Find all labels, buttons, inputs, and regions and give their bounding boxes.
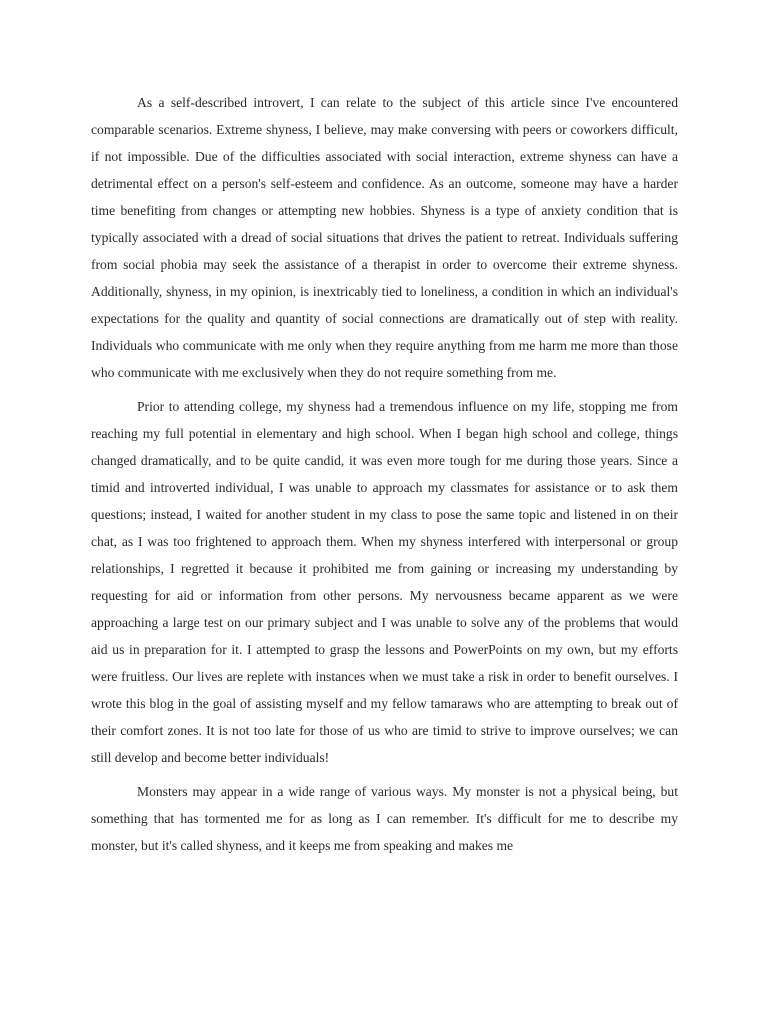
paragraph-introvert-shyness: As a self-described introvert, I can relate to the subject of this article since I've encountered comparable scenarios. Extreme shyness, I believe, may make conversing with peers or coworkers difficult, if not impossible. Due of the difficulties associated with social interaction, extreme shyness can have a detrimental effect on a person's self-esteem and confidence. As an outcome, someone may have a harder time benefiting from changes or attempting new hobbies. Shyness is a type of anxiety condition that is typically associated with a dread of social situations that drives the patient to retreat. Individuals suffering from social phobia may seek the assistance of a therapist in order to overcome their extreme shyness. Additionally, shyness, in my opinion, is inextricably tied to loneliness, a condition in which an individual's expectations for the quality and quantity of social connections are dramatically out of step with reality. Individuals who communicate with me only when they require anything from me harm me more than those who communicate with me exclusively when they do not require something from me. xyxy=(91,95,678,380)
paragraph-monsters: Monsters may appear in a wide range of various ways. My monster is not a physical being, but something that has tormented me for as long as I can remember. It's difficult for me to describe my monster, but it's called shyness, and it keeps me from speaking and makes me xyxy=(91,784,678,853)
document-page xyxy=(91,89,678,866)
paragraph-college-experience: Prior to attending college, my shyness had a tremendous influence on my life, stopping me from reaching my full potential in elementary and high school. When I began high school and college, things changed dramatically, and to be quite candid, it was even more tough for me during those years. Since a timid and introverted individual, I was unable to approach my classmates for assistance or to ask them questions; instead, I waited for another student in my class to pose the same topic and listened in on their chat, as I was too frightened to approach them. When my shyness interfered with interpersonal or group relationships, I regretted it because it prohibited me from gaining or increasing my understanding by requesting for aid or information from other persons. My nervousness became apparent as we were approaching a large test on our primary subject and I was unable to solve any of the problems that would aid us in preparation for it. I attempted to grasp the lessons and PowerPoints on my own, but my efforts were fruitless. Our lives are replete with instances when we must take a risk in order to benefit ourselves. I wrote this blog in the goal of assisting myself and my fellow tamaraws who are attempting to break out of their comfort zones. It is not too late for those of us who are timid to strive to improve ourselves; we can still develop and become better individuals! xyxy=(91,399,678,765)
